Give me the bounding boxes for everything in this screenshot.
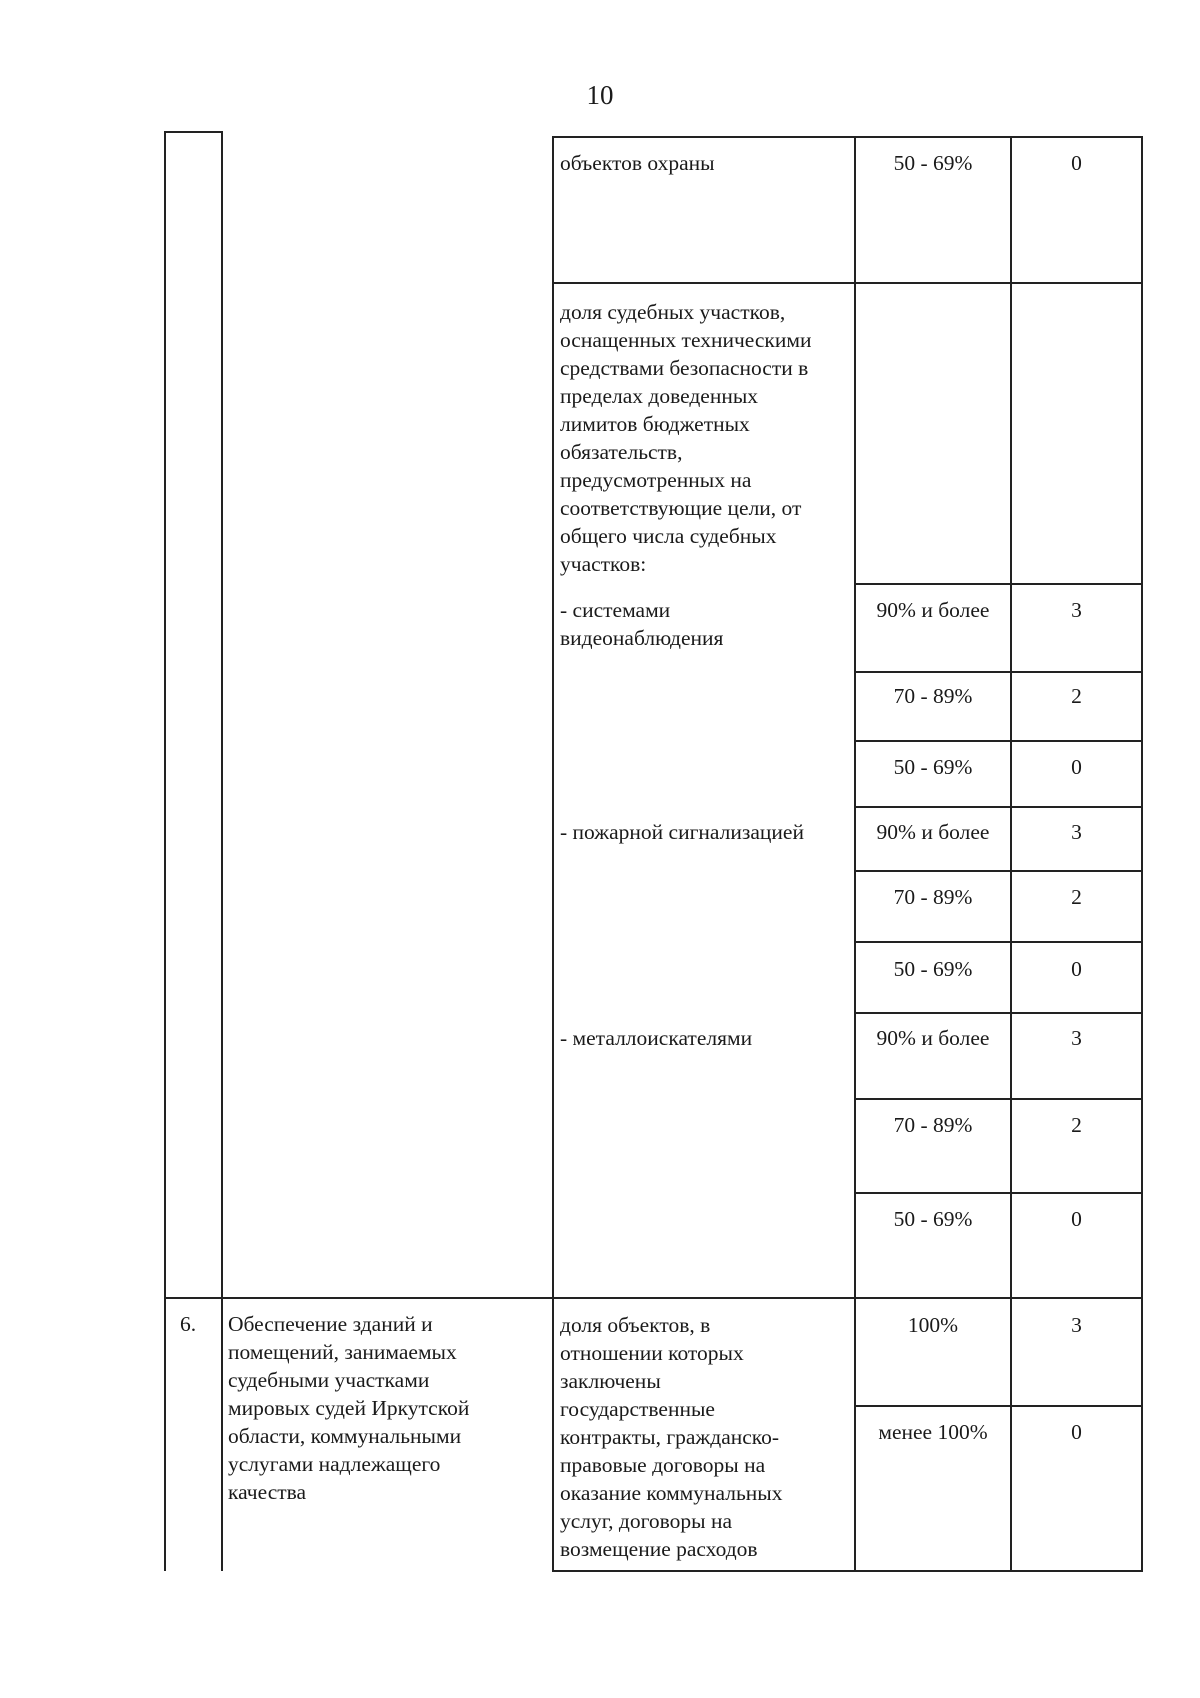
value-cell: 90% и более <box>876 1026 990 1050</box>
score-cell: 0 <box>1071 755 1082 779</box>
page-number: 10 <box>586 80 614 110</box>
score-cell: 0 <box>1071 1207 1082 1231</box>
value-cell: 50 - 69% <box>893 957 973 981</box>
value-cell: 70 - 89% <box>893 885 973 909</box>
value-cell: 50 - 69% <box>893 755 973 779</box>
value-cell: 50 - 69% <box>893 1207 973 1231</box>
score-cell: 0 <box>1071 957 1082 981</box>
indicator-text: объектов охраны <box>560 151 715 175</box>
score-cell: 0 <box>1071 151 1082 175</box>
score-cell: 3 <box>1071 598 1082 622</box>
score-cell: 3 <box>1071 1313 1082 1337</box>
sub-indicator-label: - металлоискателями <box>560 1026 753 1050</box>
value-cell: 90% и более <box>876 820 990 844</box>
score-cell: 0 <box>1071 1420 1082 1444</box>
value-cell: 70 - 89% <box>893 1113 973 1137</box>
score-cell: 3 <box>1071 1026 1082 1050</box>
value-cell: 70 - 89% <box>893 684 973 708</box>
score-cell: 2 <box>1071 885 1082 909</box>
value-cell: 50 - 69% <box>893 151 973 175</box>
value-cell: 90% и более <box>876 598 990 622</box>
value-cell: менее 100% <box>878 1420 988 1444</box>
score-cell: 2 <box>1071 1113 1082 1137</box>
value-cell: 100% <box>907 1313 959 1337</box>
sub-indicator-label: - пожарной сигнализацией <box>560 820 804 844</box>
score-cell: 3 <box>1071 820 1082 844</box>
score-cell: 2 <box>1071 684 1082 708</box>
row-number: 6. <box>180 1312 197 1336</box>
